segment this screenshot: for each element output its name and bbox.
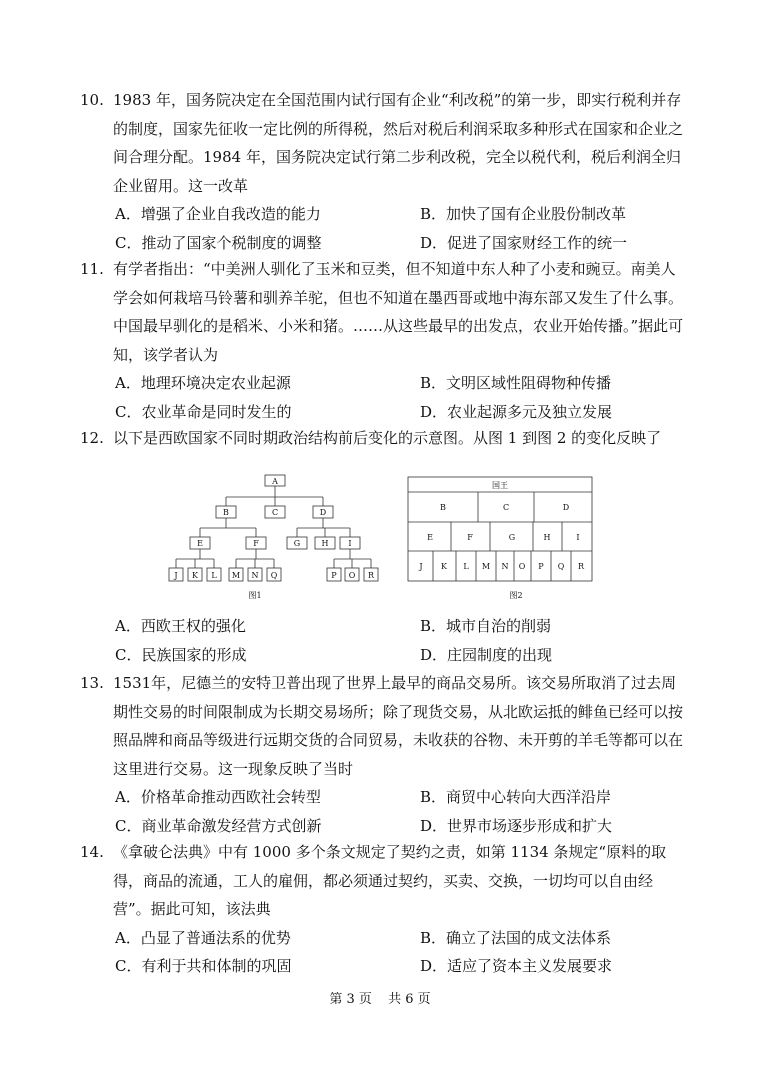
question-number: 12.	[80, 429, 104, 447]
fig2-cell: L	[463, 562, 469, 571]
fig2-cell: N	[501, 562, 509, 571]
fig1-node: M	[231, 571, 241, 580]
question-number: 13.	[80, 674, 104, 692]
fig1-node: E	[197, 539, 203, 548]
option-d[interactable]: D．农业起源多元及独立发展	[420, 402, 613, 421]
option-c[interactable]: C．推动了国家个税制度的调整	[115, 233, 322, 252]
option-a[interactable]: A．凸显了普通法系的优势	[115, 928, 291, 947]
options-row	[115, 812, 690, 841]
fig1-caption: 图1	[248, 591, 262, 600]
option-a[interactable]: A．西欧王权的强化	[115, 617, 246, 635]
options-row	[115, 641, 690, 670]
fig1-node: G	[293, 539, 301, 548]
option-c[interactable]: C．商业革命激发经营方式创新	[115, 816, 322, 835]
option-b[interactable]: B．商贸中心转向大西洋沿岸	[420, 788, 612, 806]
page-footer	[0, 988, 760, 1007]
question-text: 有学者指出：“中美洲人驯化了玉米和豆类，但不知道中东人种了小麦和豌豆。南美人学会如何栽培马铃薯和驯养羊驼，但也不知道在墨西哥或地中海东部又发生了什么事。中国最早驯化的是稻米、小米和猪。……从这些最早的出发点，农业开始传播。”据此可知，该学者认为	[113, 260, 684, 364]
fig2-cell: F	[467, 533, 473, 542]
option-b[interactable]: B．文明区域性阻碍物种传播	[420, 374, 612, 392]
options-row	[115, 398, 690, 427]
question-text: 1531年，尼德兰的安特卫普出现了世界上最早的商品交易所。该交易所取消了过去周期性交易的时间限制成为长期交易场所；除了现货交易，从北欧运抵的鲱鱼已经可以按照品牌和商品等级进行远期交货的合同贸易，未收获的谷物、未开剪的羊毛等都可以在这里进行交易。这一现象反映了当时	[113, 674, 684, 778]
page-number: 第 3 页	[329, 992, 372, 1007]
options-row	[115, 612, 690, 641]
fig2-cell: P	[538, 562, 544, 571]
question-stem	[80, 669, 690, 783]
options-row	[115, 783, 690, 812]
fig2-cell: C	[502, 503, 510, 512]
option-d[interactable]: D．适应了资本主义发展要求	[420, 957, 613, 975]
option-d[interactable]: D．世界市场逐步形成和扩大	[420, 816, 613, 835]
fig1-node: F	[253, 539, 259, 548]
page-total: 共 6 页	[388, 992, 431, 1007]
fig1-node: L	[211, 571, 217, 580]
fig1-node: I	[348, 539, 352, 548]
fig2-cell: E	[427, 533, 433, 542]
option-b[interactable]: B．加快了国有企业股份制改革	[420, 205, 627, 223]
option-b[interactable]: B．确立了法国的成文法体系	[420, 928, 612, 947]
options-row	[115, 229, 690, 258]
fig2-cell: D	[562, 503, 570, 512]
fig1-node: O	[348, 571, 356, 580]
fig2-cell: J	[419, 562, 423, 571]
question-12-options	[80, 612, 690, 669]
fig1-node: C	[271, 508, 279, 517]
option-c[interactable]: C．民族国家的形成	[115, 645, 247, 664]
diagrams	[0, 470, 760, 610]
fig1-node: H	[321, 539, 329, 548]
question-number: 14.	[80, 843, 104, 861]
fig2-cell: M	[481, 562, 491, 571]
fig1-node: N	[251, 571, 259, 580]
fig2-king: 国王	[492, 481, 508, 490]
fig2-cell: Q	[557, 562, 565, 571]
question-14	[80, 838, 690, 981]
fig1-node: K	[192, 571, 198, 580]
question-stem	[80, 86, 690, 200]
fig2-cell: H	[543, 533, 551, 542]
option-a[interactable]: A．增强了企业自我改造的能力	[115, 205, 321, 223]
question-number: 11.	[80, 260, 104, 278]
question-text: 《拿破仑法典》中有 1000 多个条文规定了契约之责，如第 1134 条规定“原料的取得，商品的流通，工人的雇佣，都必须通过契约，买卖、交换，一切均可以自由经营”。据此可知，该法典	[113, 843, 667, 918]
options-row	[115, 369, 690, 398]
fig2-cell: K	[441, 562, 447, 571]
question-13	[80, 669, 690, 840]
fig2-cell: R	[577, 562, 585, 571]
question-12	[80, 424, 690, 453]
options-row	[115, 200, 690, 229]
option-c[interactable]: C．农业革命是同时发生的	[115, 402, 292, 421]
fig1-node: P	[331, 571, 337, 580]
question-11	[80, 255, 690, 426]
question-stem	[80, 424, 690, 453]
fig2-cell: I	[576, 533, 580, 542]
question-number: 10.	[80, 91, 104, 109]
fig1-node: D	[319, 508, 327, 517]
fig2-cell: B	[440, 503, 446, 512]
question-stem	[80, 838, 690, 924]
fig2-caption: 图2	[509, 591, 523, 600]
fig1-node: R	[367, 571, 375, 580]
fig2-cell: O	[518, 562, 526, 571]
option-a[interactable]: A．地理环境决定农业起源	[115, 374, 291, 392]
option-c[interactable]: C．有利于共和体制的巩固	[115, 957, 292, 975]
question-10	[80, 86, 690, 257]
options-row	[115, 952, 690, 981]
question-stem	[80, 255, 690, 369]
fig1-node-a: A	[272, 477, 278, 486]
question-text: 以下是西欧国家不同时期政治结构前后变化的示意图。从图 1 到图 2 的变化反映了	[113, 429, 662, 447]
fig2-cell: G	[508, 533, 516, 542]
fig1-node: J	[174, 571, 178, 580]
option-a[interactable]: A．价格革命推动西欧社会转型	[115, 788, 321, 806]
options-row	[115, 924, 690, 953]
fig1-node: Q	[270, 571, 278, 580]
fig1-node: B	[223, 508, 229, 517]
option-d[interactable]: D．促进了国家财经工作的统一	[420, 233, 628, 252]
option-b[interactable]: B．城市自治的削弱	[420, 617, 552, 635]
question-text: 1983 年，国务院决定在全国范围内试行国有企业“利改税”的第一步，即实行税利并存的制度，国家先征收一定比例的所得税，然后对税后利润采取多种形式在国家和企业之间合理分配。1984 年，国务院决定试行第二步利改税，完全以税代利，税后利润全归企业留用。这一改革	[113, 91, 684, 195]
option-d[interactable]: D．庄园制度的出现	[420, 645, 553, 664]
